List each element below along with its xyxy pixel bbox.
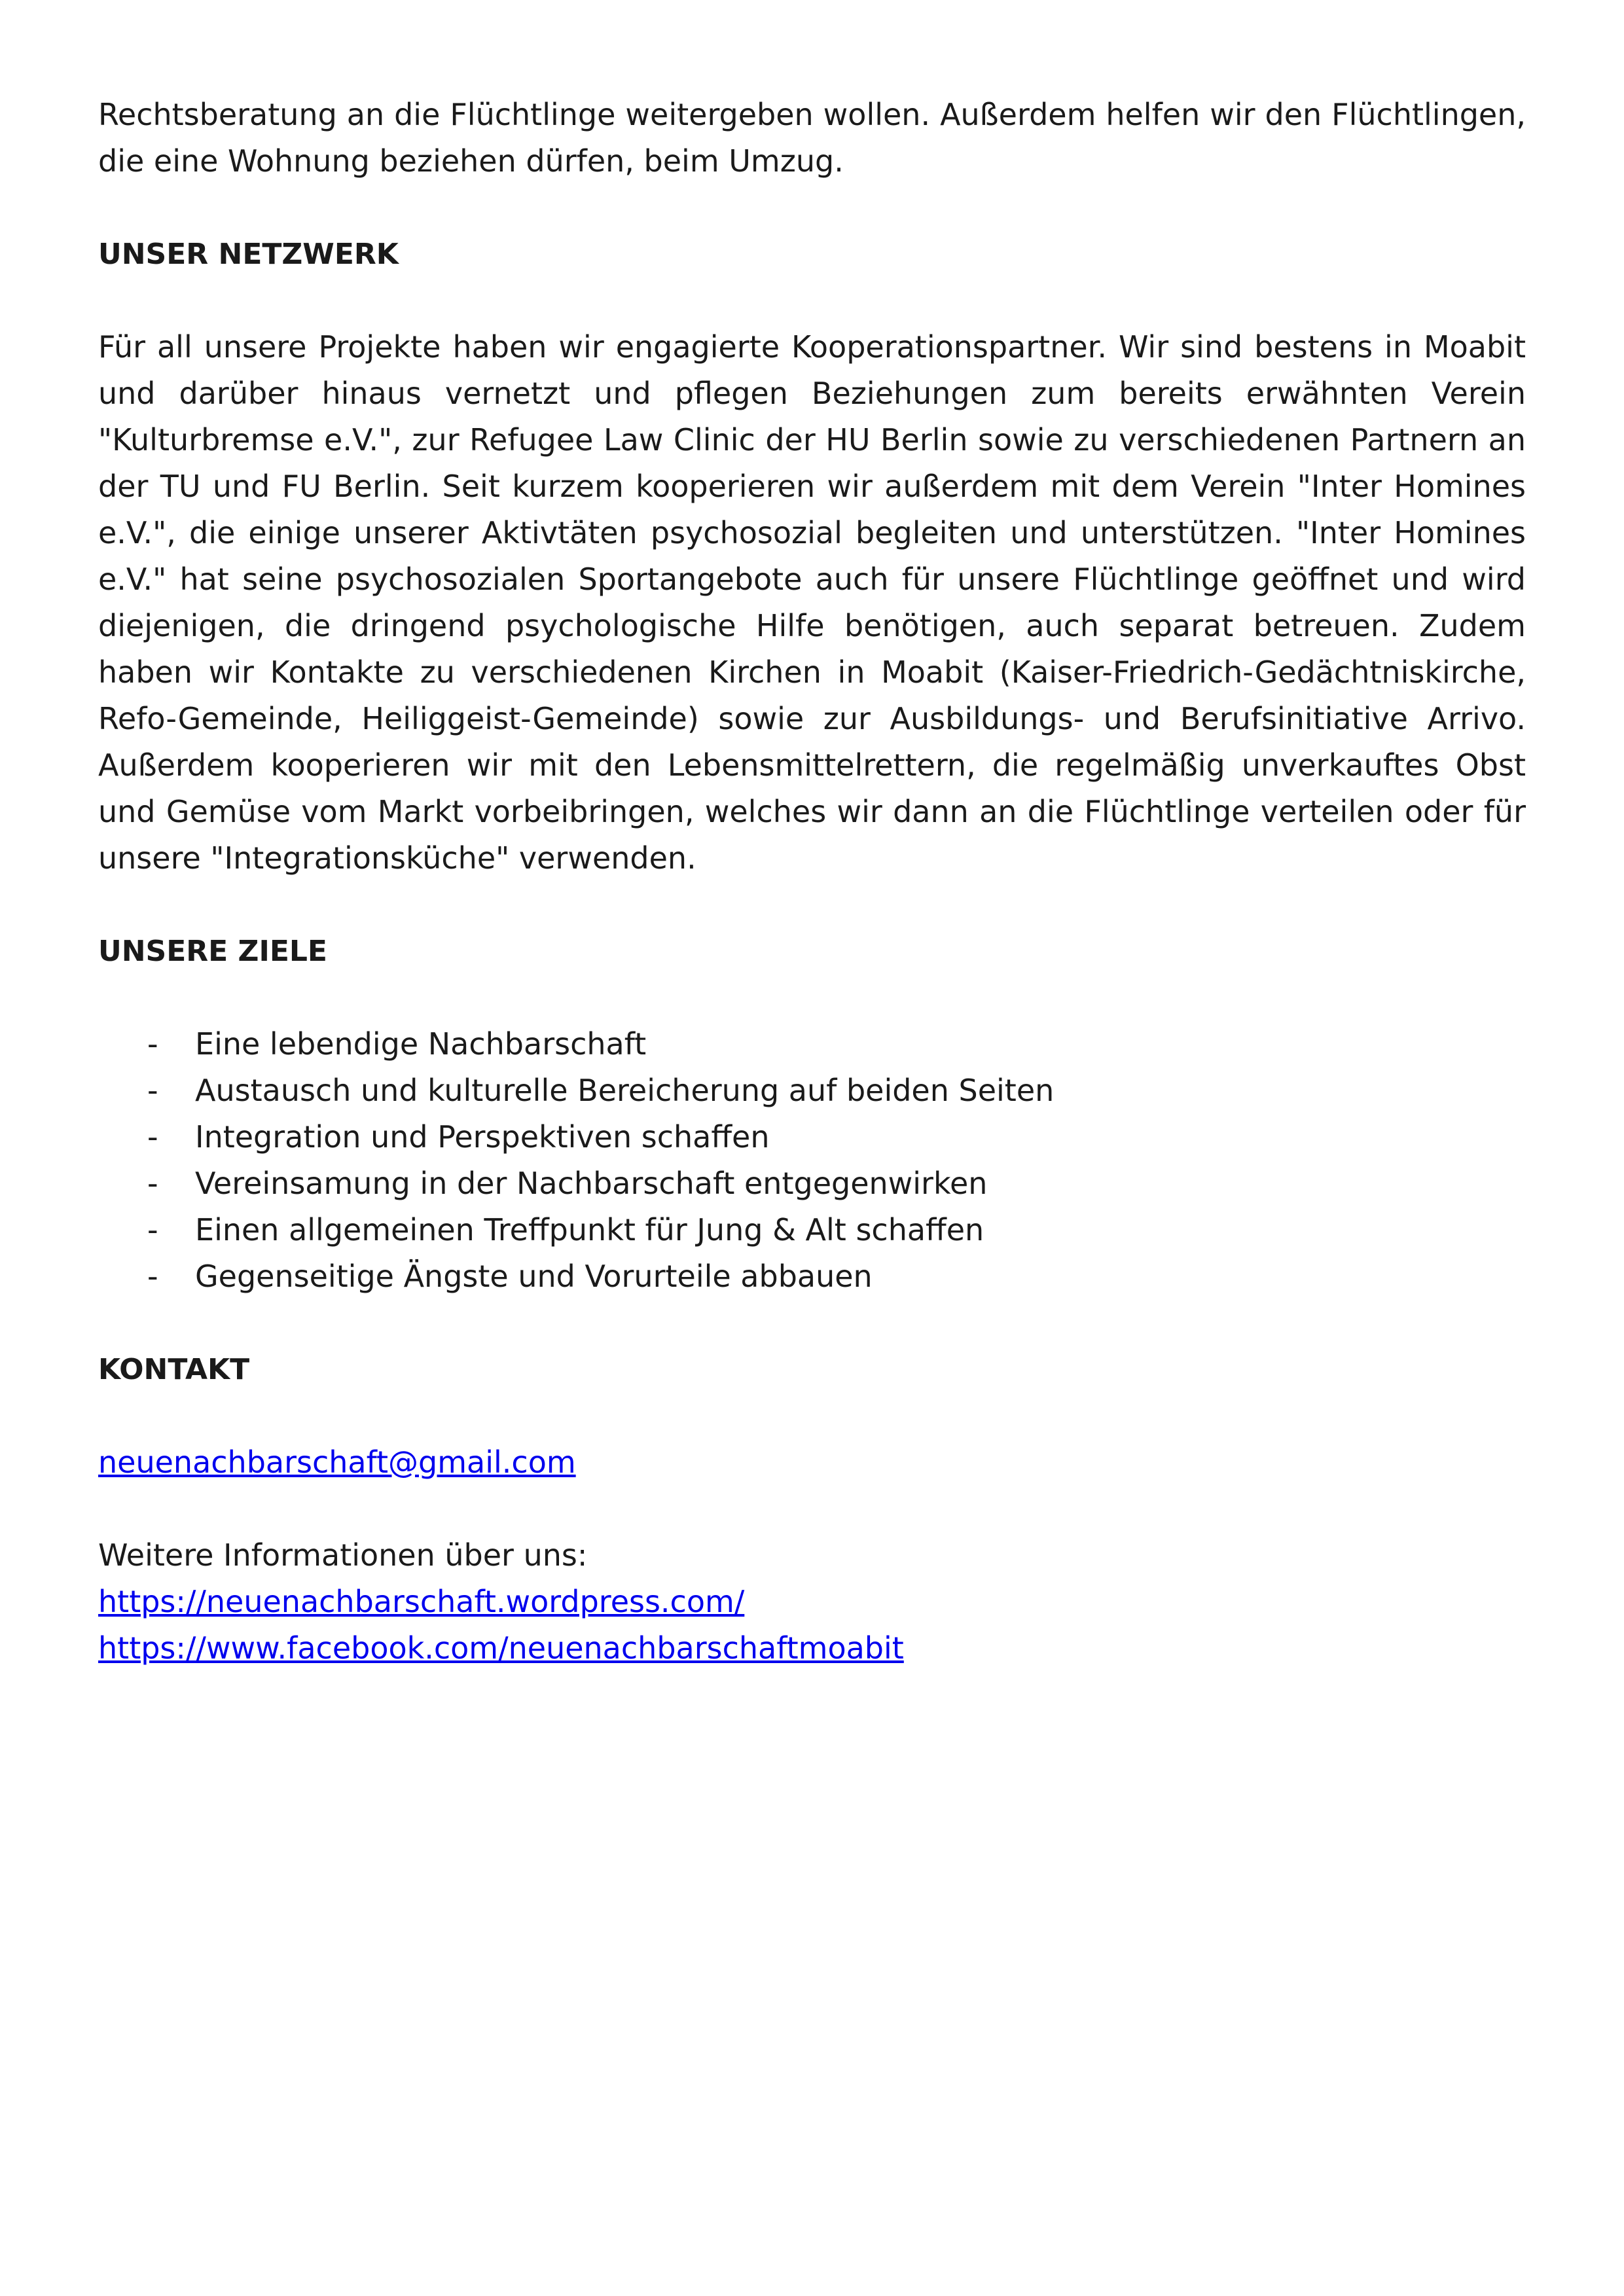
list-item — [147, 1253, 1526, 1300]
list-item — [147, 1114, 1526, 1160]
list-item — [147, 1021, 1526, 1067]
goal-text: Gegenseitige Ängste und Vorurteile abbauen — [195, 1259, 873, 1294]
goal-text: Integration und Perspektiven schaffen — [195, 1119, 770, 1155]
bullet-dash: - — [147, 1026, 158, 1062]
list-item — [147, 1067, 1526, 1114]
goal-text: Vereinsamung in der Nachbarschaft entgegenwirken — [195, 1166, 988, 1201]
intro-paragraph: Rechtsberatung an die Flüchtlinge weitergeben wollen. Außerdem helfen wir den Flüchtlingen, die eine Wohnung beziehen dürfen, beim Umzug. — [98, 97, 1526, 179]
goal-text: Eine lebendige Nachbarschaft — [195, 1026, 647, 1062]
spacer — [98, 975, 1526, 1021]
list-item — [147, 1160, 1526, 1207]
spacer — [98, 882, 1526, 928]
network-paragraph: Für all unsere Projekte haben wir engagierte Kooperationspartner. Wir sind bestens in Moabit und darüber hinaus vernetzt und pflegen Beziehungen zum bereits erwähnten Verein "Kulturbremse e.V.", zur Refugee Law Clinic der HU Berlin sowie zu verschiedenen Partnern an der TU und FU Berlin. Seit kurzem kooperieren wir außerdem mit dem Verein "Inter Homines e.V.", die einige unserer Aktivtäten psychosozial begleiten und unterstützen. "Inter Homines e.V." hat seine psychosozialen Sportangebote auch für unsere Flüchtlinge geöffnet und wird diejenigen, die dringend psychologische Hilfe benötigen, auch separat betreuen. Zudem haben wir Kontakte zu verschiedenen Kirchen in Moabit (Kaiser-Friedrich-Gedächtniskirche, Refo-Gemeinde, Heiliggeist-Gemeinde) sowie zur Ausbildungs- und Berufsinitiative Arrivo. Außerdem kooperieren wir mit den Lebensmittelrettern, die regelmäßig unverkauftes Obst und Gemüse vom Markt vorbeibringen, welches wir dann an die Flüchtlinge verteilen oder für unsere "Integrationsküche" verwenden. — [98, 329, 1526, 876]
bullet-dash: - — [147, 1212, 158, 1247]
spacer — [98, 1300, 1526, 1346]
goals-heading: UNSERE ZIELE — [98, 935, 327, 968]
bullet-dash: - — [147, 1166, 158, 1201]
goals-list — [98, 1021, 1526, 1300]
email-link[interactable]: neuenachbarschaft@gmail.com — [98, 1444, 576, 1480]
website-link[interactable]: https://neuenachbarschaft.wordpress.com/ — [98, 1584, 745, 1619]
bullet-dash: - — [147, 1073, 158, 1108]
spacer — [98, 185, 1526, 231]
facebook-line — [98, 1625, 1526, 1672]
spacer — [98, 1393, 1526, 1439]
facebook-link[interactable]: https://www.facebook.com/neuenachbarschaftmoabit — [98, 1630, 904, 1666]
bullet-dash: - — [147, 1259, 158, 1294]
more-info-label: Weitere Informationen über uns: — [98, 1537, 588, 1573]
website-line — [98, 1579, 1526, 1625]
document-page — [98, 92, 1526, 1672]
spacer — [98, 1486, 1526, 1532]
bullet-dash: - — [147, 1119, 158, 1155]
email-line — [98, 1439, 1526, 1486]
spacer — [98, 278, 1526, 324]
contact-heading: KONTAKT — [98, 1353, 250, 1386]
goal-text: Austausch und kulturelle Bereicherung auf beiden Seiten — [195, 1073, 1055, 1108]
goal-text: Einen allgemeinen Treffpunkt für Jung & Alt schaffen — [195, 1212, 984, 1247]
network-heading: UNSER NETZWERK — [98, 238, 399, 271]
list-item — [147, 1207, 1526, 1253]
